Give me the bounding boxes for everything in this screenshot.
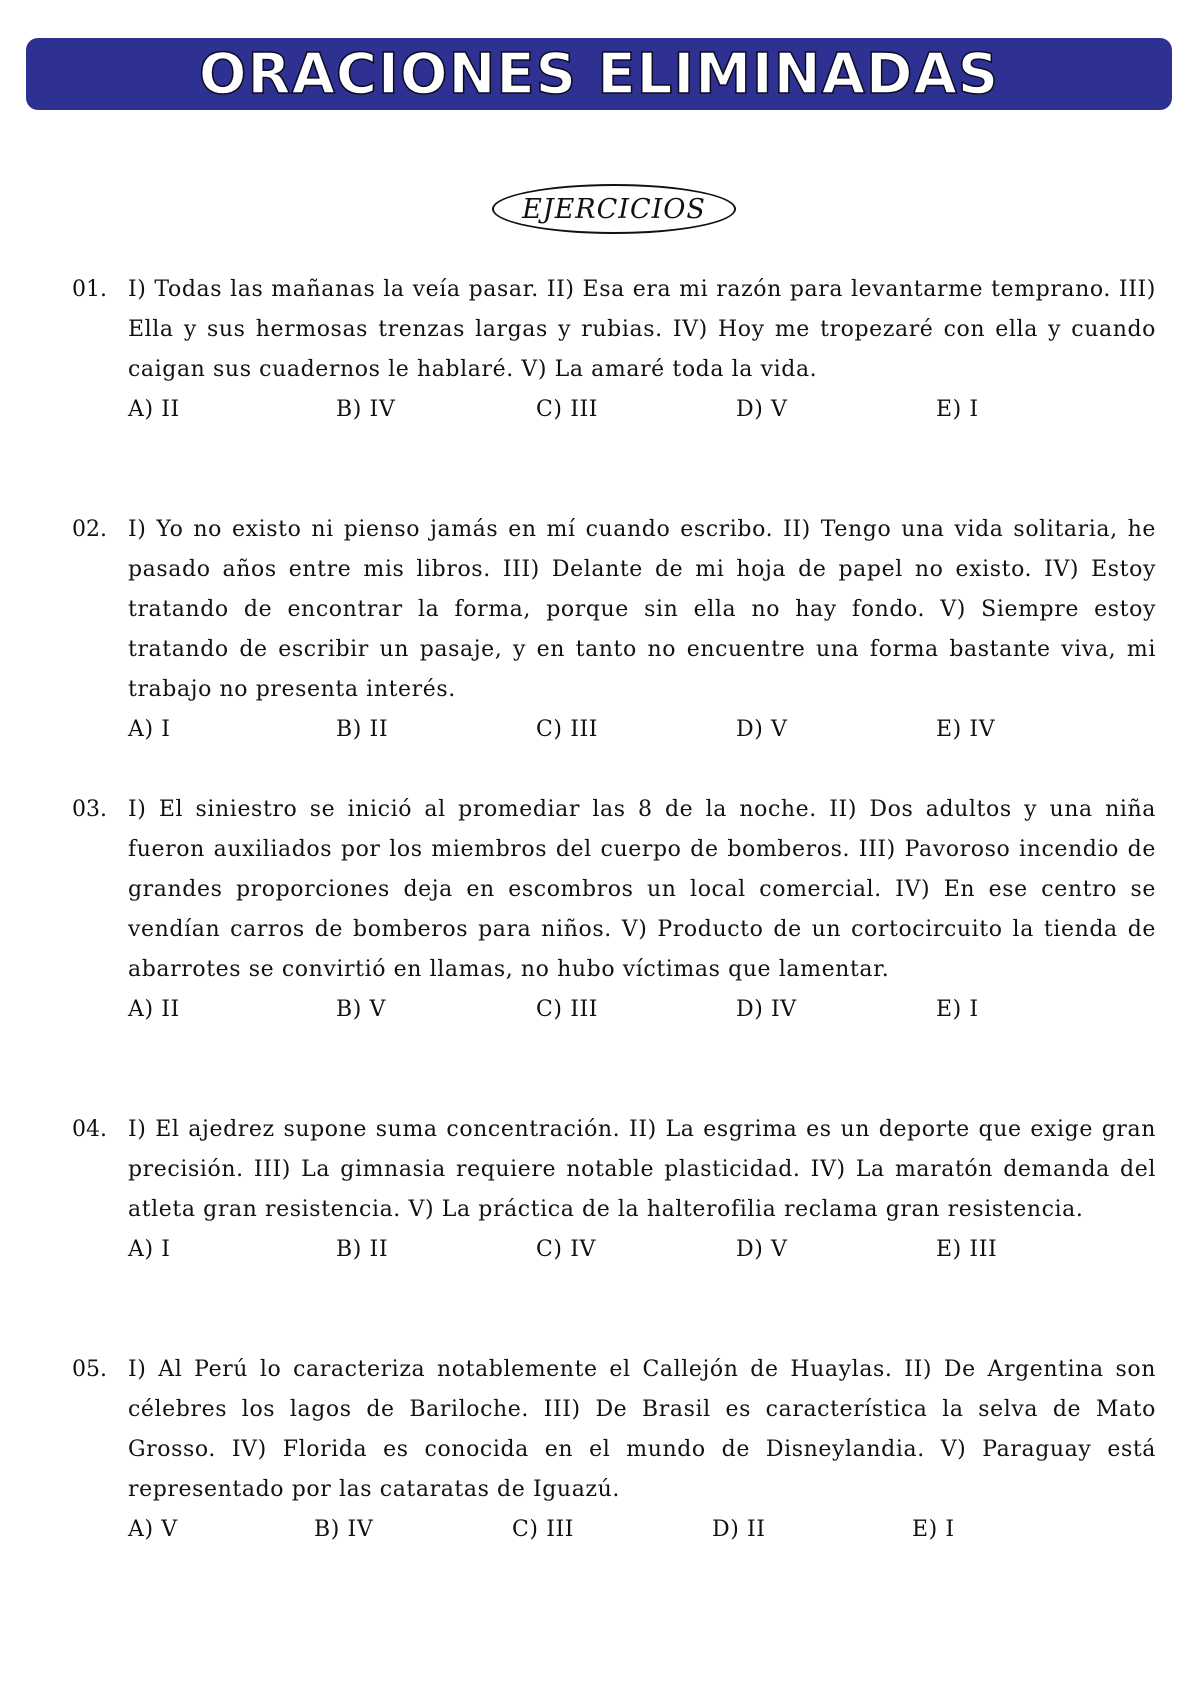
option-d: D) IV — [736, 997, 797, 1022]
title-banner — [26, 38, 1172, 110]
option-a: A) V — [128, 1517, 178, 1542]
question-item — [72, 1110, 1156, 1270]
question-number: 02. — [72, 517, 107, 542]
question-item — [72, 510, 1156, 750]
answer-options — [128, 710, 1156, 750]
question-text: I) Todas las mañanas la veía pasar. II) Esa era mi razón para levantarme temprano. III) Ella y sus hermosas trenzas largas y rubias. IV) Hoy me tropezaré con ella y cuando caigan sus cuadernos le hablaré. V) La amaré toda la vida. — [128, 277, 1156, 382]
section-label: EJERCICIOS — [492, 184, 736, 234]
option-b: B) II — [336, 1237, 389, 1262]
question-number: 04. — [72, 1117, 107, 1142]
option-c: C) III — [536, 717, 599, 742]
question-text: I) Al Perú lo caracteriza notablemente el Callejón de Huaylas. II) De Argentina son célebres los lagos de Bariloche. III) De Brasil es característica la selva de Mato Grosso. IV) Florida es conocida en el mundo de Disneylandia. V) Paraguay está representado por las cataratas de Iguazú. — [128, 1357, 1156, 1502]
option-a: A) II — [128, 397, 180, 422]
option-a: A) I — [128, 1237, 171, 1262]
question-number: 01. — [72, 277, 107, 302]
option-e: E) IV — [936, 717, 996, 742]
page-title: ORACIONES ELIMINADAS — [198, 41, 1000, 107]
answer-options — [128, 1230, 1156, 1270]
option-c: C) III — [536, 397, 599, 422]
question-item — [72, 790, 1156, 1030]
option-a: A) I — [128, 717, 171, 742]
option-d: D) V — [736, 397, 788, 422]
option-a: A) II — [128, 997, 180, 1022]
question-text: I) Yo no existo ni pienso jamás en mí cuando escribo. II) Tengo una vida solitaria, he pasado años entre mis libros. III) Delante de mi hoja de papel no existo. IV) Estoy tratando de encontrar la forma, porque sin ella no hay fondo. V) Siempre estoy tratando de escribir un pasaje, y en tanto no encuentre una forma bastante viva, mi trabajo no presenta interés. — [128, 517, 1156, 702]
option-c: C) III — [536, 997, 599, 1022]
option-e: E) I — [936, 397, 979, 422]
option-e: E) I — [912, 1517, 955, 1542]
answer-options — [128, 390, 1156, 430]
option-b: B) V — [336, 997, 387, 1022]
question-number: 05. — [72, 1357, 107, 1382]
option-d: D) V — [736, 717, 788, 742]
option-e: E) III — [936, 1237, 998, 1262]
option-b: B) IV — [336, 397, 396, 422]
option-b: B) IV — [314, 1517, 374, 1542]
option-c: C) IV — [536, 1237, 596, 1262]
answer-options — [128, 990, 1156, 1030]
question-number: 03. — [72, 797, 107, 822]
option-d: D) V — [736, 1237, 788, 1262]
option-b: B) II — [336, 717, 389, 742]
question-text: I) El ajedrez supone suma concentración. II) La esgrima es un deporte que exige gran precisión. III) La gimnasia requiere notable plasticidad. IV) La maratón demanda del atleta gran resistencia. V) La práctica de la halterofilia reclama gran resistencia. — [128, 1117, 1156, 1222]
option-e: E) I — [936, 997, 979, 1022]
option-c: C) III — [512, 1517, 575, 1542]
question-item — [72, 1350, 1156, 1550]
question-item — [72, 270, 1156, 430]
answer-options — [128, 1510, 1156, 1550]
question-text: I) El siniestro se inició al promediar las 8 de la noche. II) Dos adultos y una niña fueron auxiliados por los miembros del cuerpo de bomberos. III) Pavoroso incendio de grandes proporciones deja en escombros un local comercial. IV) En ese centro se vendían carros de bomberos para niños. V) Producto de un cortocircuito la tienda de abarrotes se convirtió en llamas, no hubo víctimas que lamentar. — [128, 797, 1156, 982]
option-d: D) II — [712, 1517, 766, 1542]
